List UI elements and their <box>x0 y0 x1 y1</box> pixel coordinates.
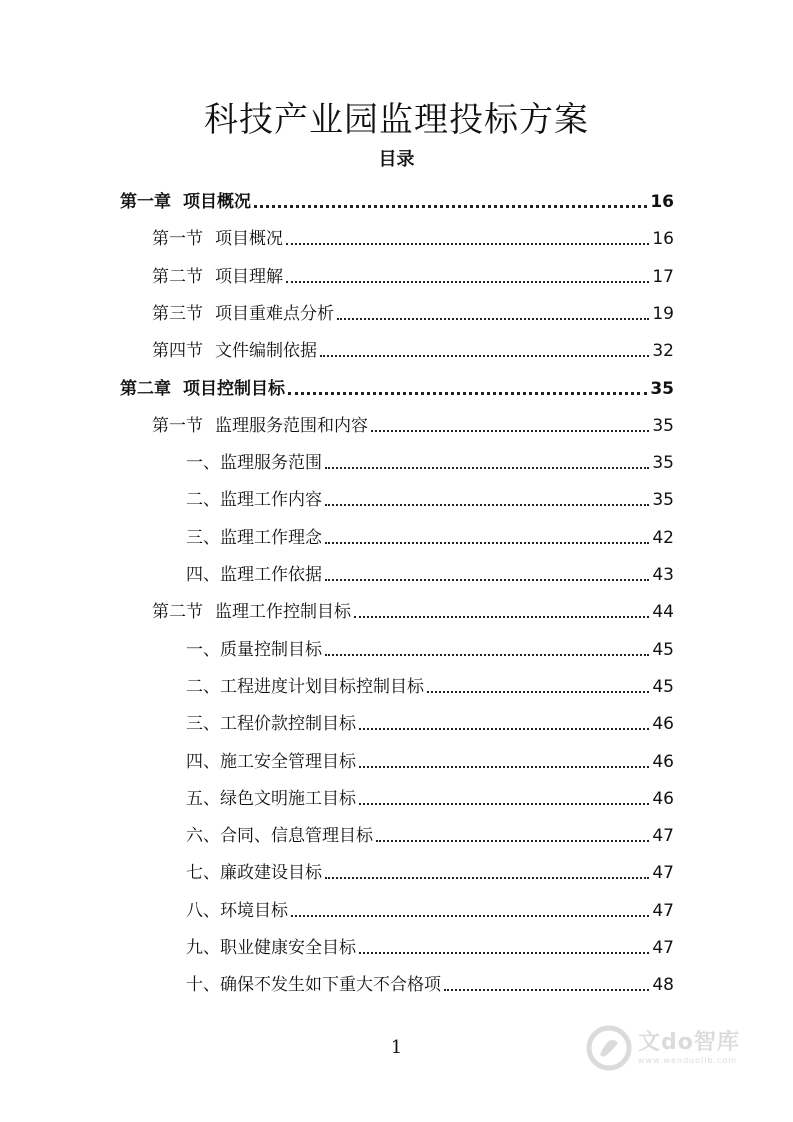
toc-dot-leader <box>286 243 649 245</box>
toc-entry[interactable] <box>186 959 674 996</box>
toc-entry[interactable] <box>152 288 674 325</box>
toc-entry-number: 第一节 <box>152 229 203 250</box>
toc-entry-label <box>120 378 285 400</box>
toc-entry-label <box>152 340 317 362</box>
toc-entry-label <box>152 601 351 623</box>
page-number: 1 <box>390 1037 403 1058</box>
toc-entry-label <box>186 900 288 922</box>
toc-entry-label <box>186 527 322 549</box>
toc-entry-text: 项目概况 <box>183 192 251 212</box>
toc-dot-leader <box>359 952 649 954</box>
toc-entry-page: 17 <box>652 266 674 287</box>
wendo-logo-icon <box>586 1025 632 1071</box>
toc-dot-leader <box>359 728 649 730</box>
toc-entry-page: 16 <box>650 192 674 212</box>
toc-entry-page: 46 <box>652 788 674 809</box>
toc-entry-number: 第二节 <box>152 266 203 287</box>
toc-entry-page: 35 <box>652 453 674 474</box>
toc-entry-page: 45 <box>652 639 674 660</box>
toc-entry[interactable] <box>152 325 674 362</box>
toc-dot-leader <box>325 579 649 581</box>
toc-entry[interactable] <box>120 176 674 213</box>
watermark-text: 文do智库 <box>638 1030 740 1055</box>
toc-dot-leader <box>325 467 649 469</box>
toc-entry-text: 项目控制目标 <box>183 378 285 399</box>
toc-entry-number: 第四节 <box>152 341 203 362</box>
toc-entry-label <box>186 639 322 661</box>
toc-entry-page: 42 <box>652 527 674 548</box>
toc-entry-page: 32 <box>652 341 674 362</box>
toc-entry-text: 一、质量控制目标 <box>186 639 322 660</box>
toc-entry-number: 第二节 <box>152 602 203 623</box>
toc-entry-text: 二、监理工作内容 <box>186 490 322 511</box>
toc-entry-text: 二、工程进度计划目标控制目标 <box>186 676 424 697</box>
toc-entry-page: 19 <box>652 303 674 324</box>
toc-dot-leader <box>291 915 649 917</box>
toc-dot-leader <box>427 691 649 693</box>
toc-dot-leader <box>337 318 649 320</box>
toc-entry-page: 35 <box>650 378 674 399</box>
toc-entry-page: 35 <box>652 415 674 436</box>
toc-entry[interactable] <box>152 251 674 288</box>
toc-entry-label <box>186 937 356 959</box>
toc-dot-leader <box>286 281 649 283</box>
toc-entry[interactable] <box>152 213 674 250</box>
toc-entry-text: 三、监理工作理念 <box>186 527 322 548</box>
toc-entry[interactable] <box>186 736 674 773</box>
toc-entry-page: 35 <box>652 490 674 511</box>
toc-entry-label <box>186 564 322 586</box>
table-of-contents <box>0 176 793 996</box>
toc-entry-page: 47 <box>652 938 674 958</box>
toc-dot-leader <box>325 504 649 506</box>
toc-entry-label <box>120 191 251 213</box>
toc-entry-text: 四、施工安全管理目标 <box>186 751 356 772</box>
toc-entry[interactable] <box>152 586 674 623</box>
toc-dot-leader <box>354 616 649 618</box>
toc-entry[interactable] <box>152 400 674 437</box>
toc-entry[interactable] <box>186 773 674 810</box>
toc-entry-text: 项目重难点分析 <box>215 303 334 324</box>
toc-entry-text: 项目概况 <box>215 229 283 250</box>
toc-entry-text: 六、合同、信息管理目标 <box>186 826 373 847</box>
toc-entry[interactable] <box>186 549 674 586</box>
toc-entry[interactable] <box>186 847 674 884</box>
toc-entry-label <box>186 676 424 698</box>
toc-entry[interactable] <box>186 624 674 661</box>
toc-entry-text: 监理服务范围和内容 <box>215 415 368 436</box>
toc-dot-leader <box>288 392 647 395</box>
toc-entry-text: 七、廉政建设目标 <box>186 863 322 884</box>
toc-entry-page: 43 <box>652 565 674 585</box>
toc-dot-leader <box>444 989 649 991</box>
toc-entry-text: 十、确保不发生如下重大不合格项 <box>186 975 441 996</box>
toc-dot-leader <box>254 205 647 208</box>
toc-entry-page: 47 <box>652 900 674 921</box>
toc-entry-label <box>152 303 334 325</box>
toc-entry-text: 八、环境目标 <box>186 900 288 921</box>
toc-dot-leader <box>371 430 649 432</box>
toc-entry[interactable] <box>186 810 674 847</box>
toc-dot-leader <box>359 766 649 768</box>
toc-entry-label <box>186 452 322 474</box>
toc-entry-page: 16 <box>652 229 674 250</box>
toc-entry-page: 47 <box>652 826 674 847</box>
toc-entry[interactable] <box>186 437 674 474</box>
toc-entry-label <box>186 974 441 996</box>
toc-entry-page: 47 <box>652 863 674 884</box>
toc-entry-text: 文件编制依据 <box>215 341 317 362</box>
toc-entry-label <box>152 228 283 250</box>
toc-dot-leader <box>359 803 649 805</box>
toc-dot-leader <box>325 542 649 544</box>
toc-entry-page: 46 <box>652 751 674 772</box>
watermark <box>586 1016 786 1080</box>
toc-dot-leader <box>325 877 649 879</box>
toc-entry-page: 44 <box>652 602 674 623</box>
toc-entry-number: 第一章 <box>120 192 171 212</box>
toc-entry-number: 第二章 <box>120 378 171 399</box>
toc-entry-text: 九、职业健康安全目标 <box>186 938 356 958</box>
document-title: 科技产业园监理投标方案 <box>204 100 589 140</box>
toc-entry-label <box>186 788 356 810</box>
toc-entry[interactable] <box>186 512 674 549</box>
toc-entry-label <box>186 489 322 511</box>
toc-entry-text: 一、监理服务范围 <box>186 453 322 474</box>
toc-entry-text: 监理工作控制目标 <box>215 602 351 623</box>
toc-entry-text: 项目理解 <box>215 266 283 287</box>
toc-entry-number: 第三节 <box>152 303 203 324</box>
toc-entry-text: 五、绿色文明施工目标 <box>186 788 356 809</box>
toc-entry-text: 四、监理工作依据 <box>186 565 322 585</box>
toc-entry-label <box>152 266 283 288</box>
toc-entry[interactable] <box>186 698 674 735</box>
toc-entry-label <box>186 713 356 735</box>
toc-entry-label <box>186 825 373 847</box>
toc-dot-leader <box>325 654 649 656</box>
toc-entry[interactable] <box>186 661 674 698</box>
toc-entry[interactable] <box>186 922 674 959</box>
toc-heading: 目录 <box>378 149 415 170</box>
toc-entry-label <box>186 751 356 773</box>
toc-dot-leader <box>376 840 649 842</box>
toc-entry-page: 48 <box>652 975 674 996</box>
toc-entry[interactable] <box>120 363 674 400</box>
toc-entry-text: 三、工程价款控制目标 <box>186 714 356 735</box>
toc-dot-leader <box>320 355 649 357</box>
toc-entry-page: 46 <box>652 714 674 735</box>
toc-entry-label <box>186 862 322 884</box>
toc-entry-page: 45 <box>652 676 674 697</box>
toc-entry[interactable] <box>186 474 674 511</box>
toc-entry-number: 第一节 <box>152 415 203 436</box>
toc-entry[interactable] <box>186 885 674 922</box>
toc-entry-label <box>152 415 368 437</box>
watermark-subtext: www.wenduolib.com <box>638 1056 738 1065</box>
